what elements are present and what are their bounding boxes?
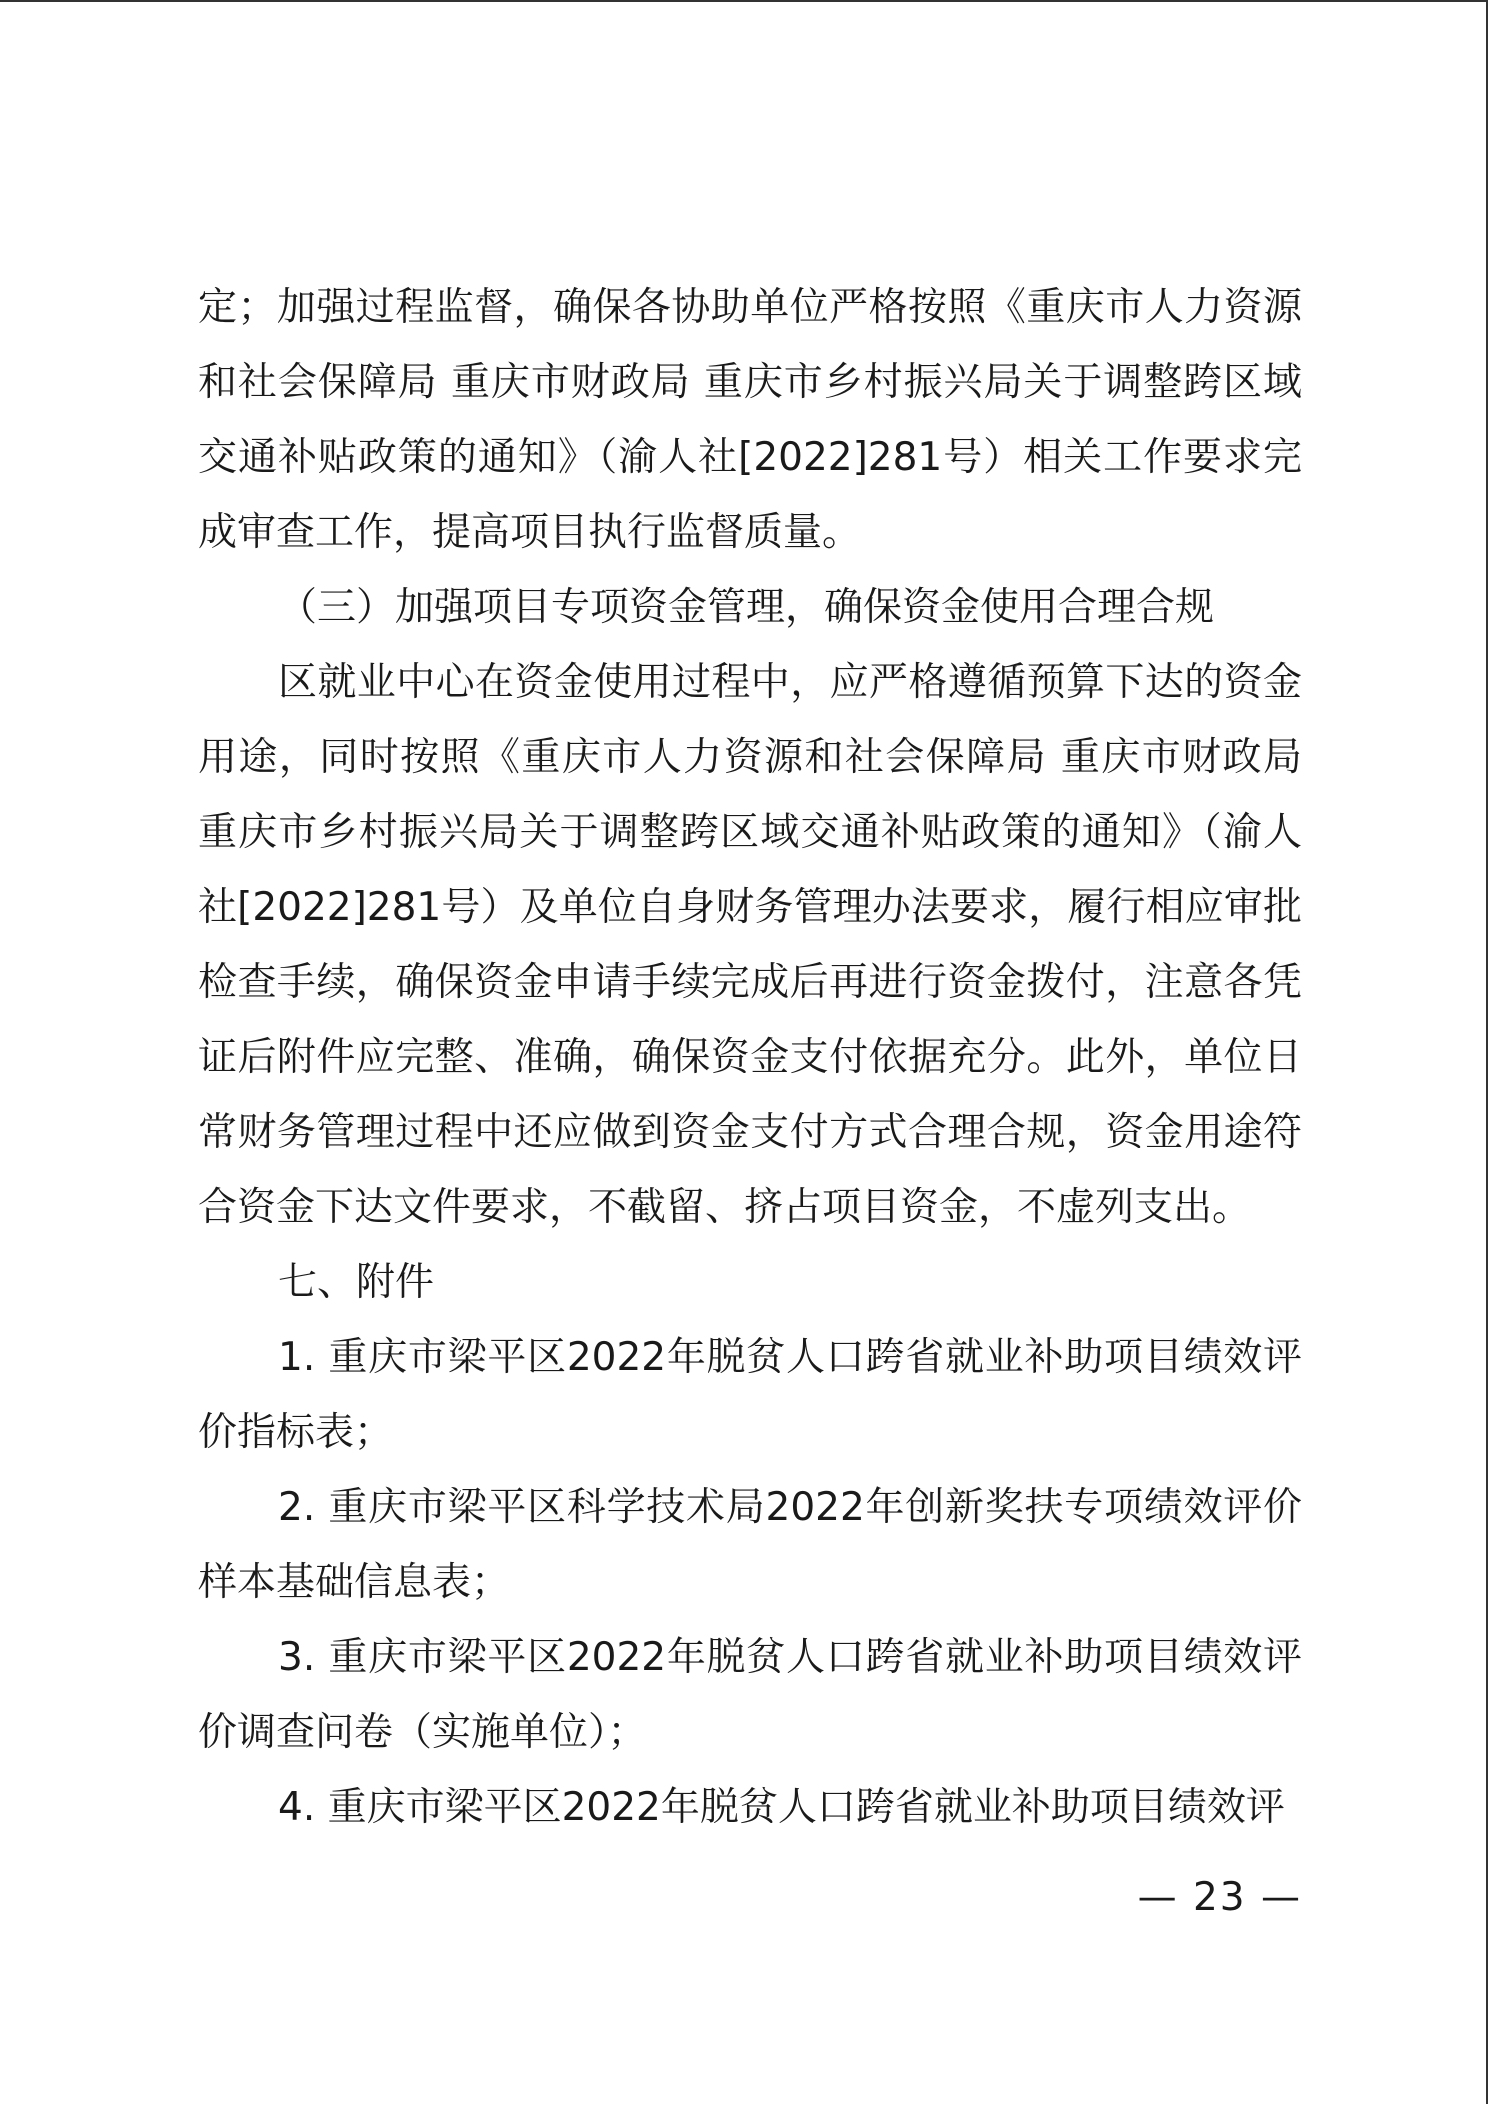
- page-number: — 23 —: [1137, 1875, 1302, 1920]
- attachment-item-3: 3. 重庆市梁平区2022年脱贫人口跨省就业补助项目绩效评价调查问卷（实施单位）；: [198, 1635, 1302, 1755]
- paragraph-fund-usage: 区就业中心在资金使用过程中，应严格遵循预算下达的资金用途，同时按照《重庆市人力资源和社会保障局 重庆市财政局 重庆市乡村振兴局关于调整跨区域交通补贴政策的通知》（渝人社[2022]281号）及单位自身财务管理办法要求，履行相应审批检查手续，确保资金申请手续完成后再进行资金拨付，注意各凭证后附件应完整、准确，确保资金支付依据充分。此外，单位日常财务管理过程中还应做到资金支付方式合理合规，资金用途符合资金下达文件要求，不截留、挤占项目资金，不虚列支出。: [198, 660, 1302, 1230]
- paragraph-continuation: 定；加强过程监督，确保各协助单位严格按照《重庆市人力资源和社会保障局 重庆市财政局 重庆市乡村振兴局关于调整跨区域交通补贴政策的通知》（渝人社[2022]281号）相关工作要求完成审查工作，提高项目执行监督质量。: [198, 285, 1302, 555]
- attachment-item-4: 4. 重庆市梁平区2022年脱贫人口跨省就业补助项目绩效评: [278, 1785, 1285, 1830]
- page-top-border: [0, 0, 1488, 2]
- section-heading-attachments: 七、附件: [278, 1260, 435, 1305]
- document-body: [198, 270, 1302, 1845]
- attachment-item-1: 1. 重庆市梁平区2022年脱贫人口跨省就业补助项目绩效评价指标表；: [198, 1335, 1302, 1455]
- attachment-item-2: 2. 重庆市梁平区科学技术局2022年创新奖扶专项绩效评价样本基础信息表；: [198, 1485, 1302, 1605]
- section-heading-fund-management: （三）加强项目专项资金管理，确保资金使用合理合规: [278, 585, 1215, 630]
